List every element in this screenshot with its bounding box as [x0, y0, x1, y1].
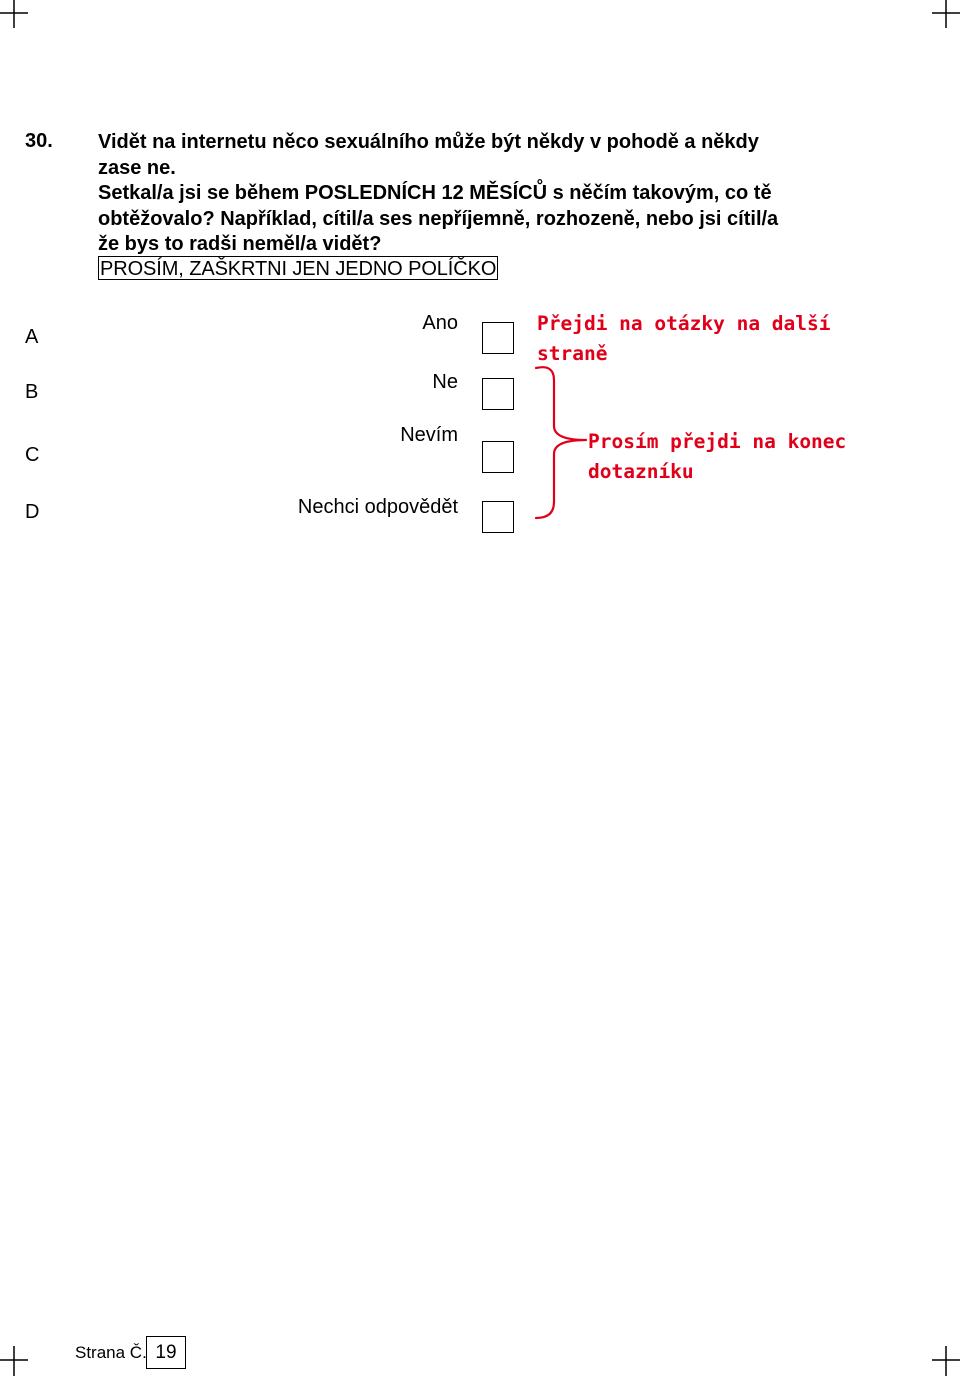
crop-mark-top-left: [0, 0, 32, 32]
option-label-nevim: Nevím: [400, 424, 458, 446]
skip-note-line: Prosím přejdi na konec: [588, 430, 847, 453]
question-line: Setkal/a jsi se během POSLEDNÍCH 12 MĚSÍCŮ s něčím takovým, co tě: [98, 182, 772, 204]
option-label-ne: Ne: [432, 371, 458, 393]
question-line: zase ne.: [98, 156, 176, 179]
question-line: Vidět na internetu něco sexuálního může být někdy v pohodě a někdy: [98, 131, 759, 153]
question-text: [98, 130, 878, 258]
option-letter-b: B: [25, 381, 39, 403]
skip-note-line: straně: [537, 342, 608, 365]
option-letter-d: D: [25, 501, 40, 523]
crop-mark-top-right: [928, 0, 960, 32]
skip-note-line: Přejdi na otázky na další: [537, 312, 831, 335]
checkbox-ano[interactable]: [482, 322, 514, 354]
question-number: 30.: [25, 130, 53, 152]
page-number: 19: [146, 1336, 186, 1369]
option-label-nechci-odpovedet: Nechci odpovědět: [297, 496, 458, 518]
option-letter-c: C: [25, 444, 40, 466]
crop-mark-bottom-left: [0, 1344, 32, 1376]
option-letter-a: A: [25, 326, 39, 348]
checkbox-nechci-odpovedet[interactable]: [482, 501, 514, 533]
skip-note-end: [588, 427, 846, 487]
option-label-ano: Ano: [422, 312, 458, 334]
question-line: obtěžovalo? Například, cítil/a ses nepříjemně, rozhozeně, nebo jsi cítil/a: [98, 207, 779, 230]
skip-note-line: dotazníku: [588, 460, 694, 483]
curly-brace-icon: [530, 360, 590, 525]
checkbox-nevim[interactable]: [482, 441, 514, 473]
instruction-box: PROSÍM, ZAŠKRTNI JEN JEDNO POLÍČKO: [100, 258, 497, 280]
checkbox-ne[interactable]: [482, 378, 514, 410]
page-footer-label: Strana Č.: [75, 1343, 147, 1362]
question-line: že bys to radši neměl/a vidět?: [98, 233, 382, 255]
crop-mark-bottom-right: [928, 1344, 960, 1376]
